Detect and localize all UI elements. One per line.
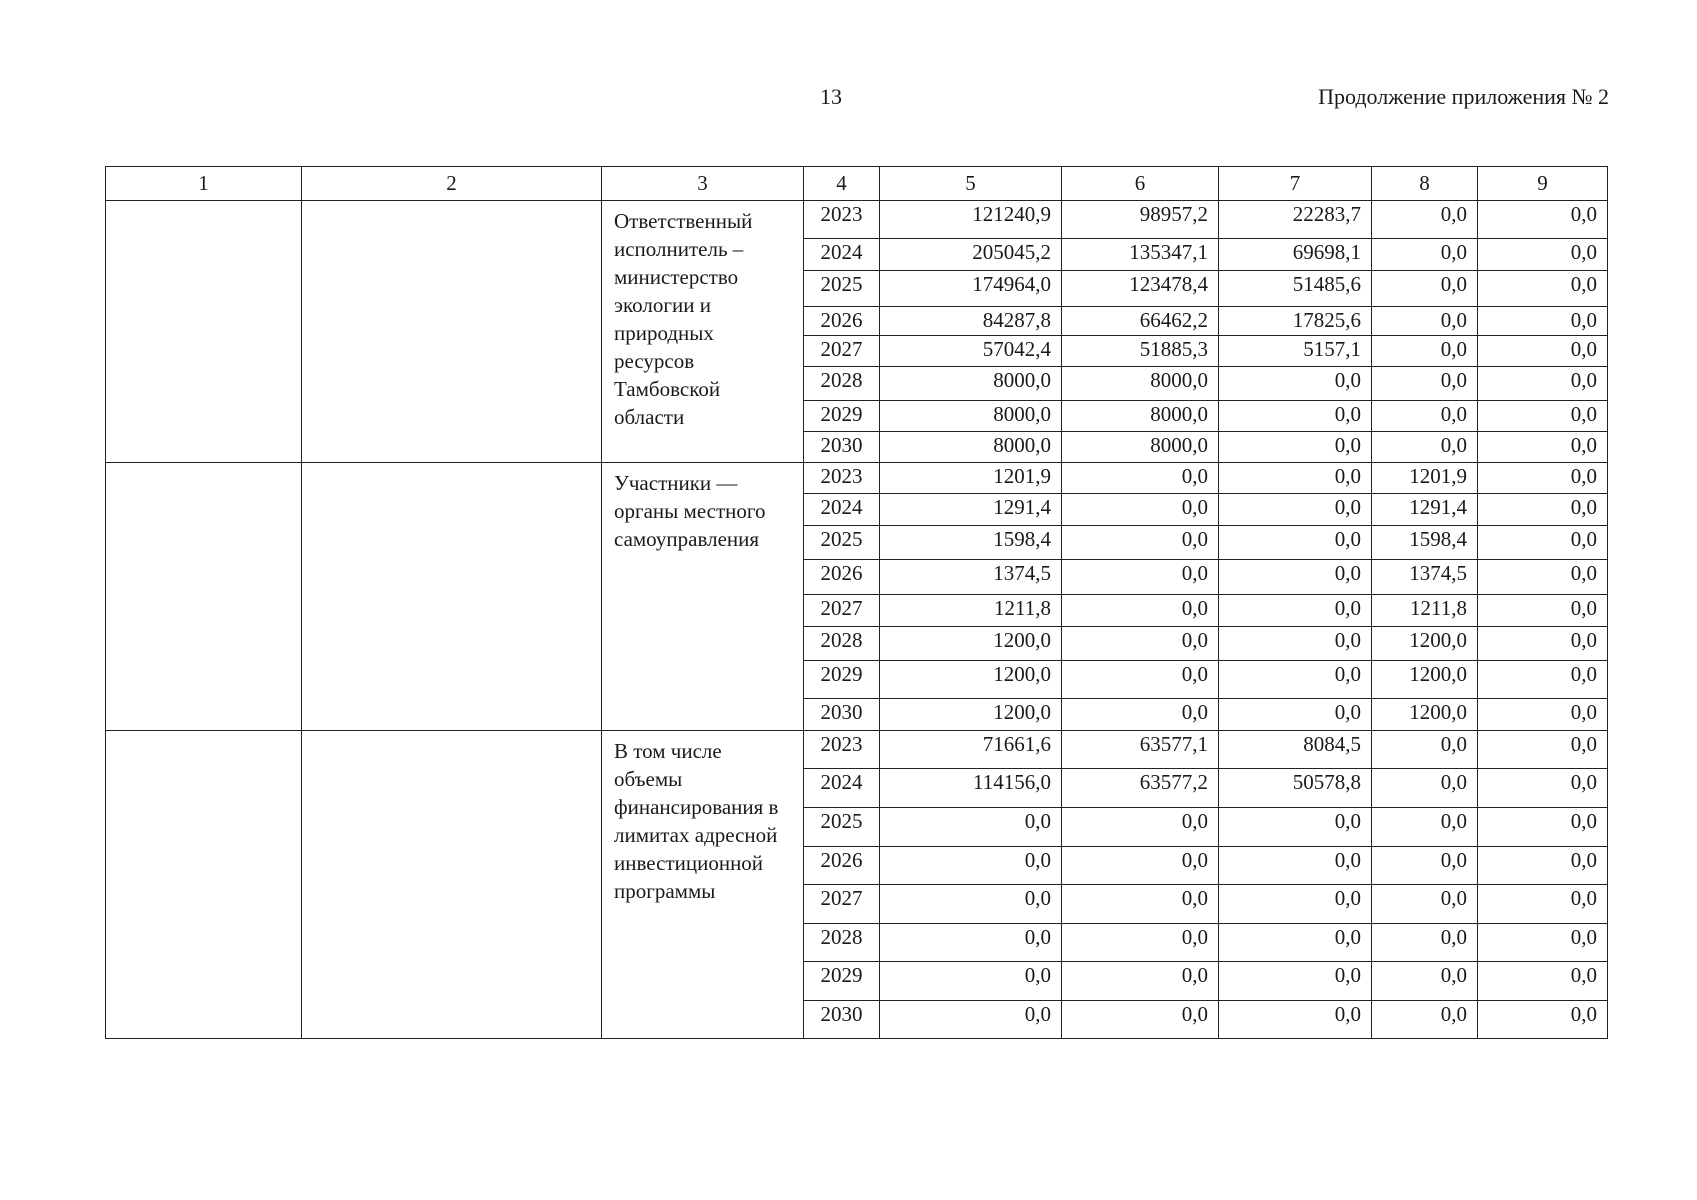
value-cell-c5: 0,0 bbox=[880, 1001, 1062, 1039]
table-row bbox=[106, 463, 1608, 494]
value-cell-c5: 1598,4 bbox=[880, 526, 1062, 560]
table-row bbox=[106, 201, 1608, 239]
group-label: В том числе объемы финансирования в лимитах адресной инвестиционной программы bbox=[602, 731, 804, 1039]
value-cell-c7: 0,0 bbox=[1219, 808, 1372, 847]
value-cell-c8: 0,0 bbox=[1372, 808, 1478, 847]
value-cell-c9: 0,0 bbox=[1478, 885, 1608, 924]
value-cell-c9: 0,0 bbox=[1478, 239, 1608, 271]
value-cell-c6: 0,0 bbox=[1062, 627, 1219, 661]
group-label: Участники — органы местного самоуправления bbox=[602, 463, 804, 731]
column-header: 3 bbox=[602, 167, 804, 201]
value-cell-c9: 0,0 bbox=[1478, 1001, 1608, 1039]
value-cell-c7: 0,0 bbox=[1219, 924, 1372, 962]
value-cell-c9: 0,0 bbox=[1478, 731, 1608, 769]
value-cell-c6: 8000,0 bbox=[1062, 401, 1219, 432]
value-cell-c6: 8000,0 bbox=[1062, 367, 1219, 401]
value-cell-c7: 0,0 bbox=[1219, 463, 1372, 494]
value-cell-c5: 71661,6 bbox=[880, 731, 1062, 769]
year-cell: 2030 bbox=[804, 699, 880, 731]
value-cell-c9: 0,0 bbox=[1478, 526, 1608, 560]
value-cell-c9: 0,0 bbox=[1478, 847, 1608, 885]
value-cell-c6: 0,0 bbox=[1062, 1001, 1219, 1039]
year-cell: 2030 bbox=[804, 432, 880, 463]
value-cell-c5: 8000,0 bbox=[880, 432, 1062, 463]
value-cell-c9: 0,0 bbox=[1478, 924, 1608, 962]
group-cell-col2 bbox=[302, 201, 602, 463]
value-cell-c8: 0,0 bbox=[1372, 367, 1478, 401]
value-cell-c5: 114156,0 bbox=[880, 769, 1062, 808]
year-cell: 2023 bbox=[804, 463, 880, 494]
table-body bbox=[106, 167, 1608, 1039]
value-cell-c6: 0,0 bbox=[1062, 560, 1219, 595]
value-cell-c8: 1201,9 bbox=[1372, 463, 1478, 494]
value-cell-c8: 0,0 bbox=[1372, 1001, 1478, 1039]
column-header: 2 bbox=[302, 167, 602, 201]
table-row bbox=[106, 731, 1608, 769]
value-cell-c7: 8084,5 bbox=[1219, 731, 1372, 769]
value-cell-c6: 63577,1 bbox=[1062, 731, 1219, 769]
value-cell-c5: 1200,0 bbox=[880, 661, 1062, 699]
value-cell-c8: 0,0 bbox=[1372, 239, 1478, 271]
value-cell-c5: 1211,8 bbox=[880, 595, 1062, 627]
value-cell-c6: 51885,3 bbox=[1062, 336, 1219, 367]
value-cell-c7: 0,0 bbox=[1219, 526, 1372, 560]
value-cell-c7: 17825,6 bbox=[1219, 307, 1372, 336]
value-cell-c8: 0,0 bbox=[1372, 769, 1478, 808]
year-cell: 2024 bbox=[804, 769, 880, 808]
value-cell-c7: 0,0 bbox=[1219, 367, 1372, 401]
value-cell-c6: 0,0 bbox=[1062, 526, 1219, 560]
value-cell-c5: 121240,9 bbox=[880, 201, 1062, 239]
year-cell: 2030 bbox=[804, 1001, 880, 1039]
value-cell-c6: 0,0 bbox=[1062, 595, 1219, 627]
year-cell: 2027 bbox=[804, 885, 880, 924]
year-cell: 2028 bbox=[804, 367, 880, 401]
value-cell-c7: 22283,7 bbox=[1219, 201, 1372, 239]
value-cell-c8: 1291,4 bbox=[1372, 494, 1478, 526]
value-cell-c7: 0,0 bbox=[1219, 560, 1372, 595]
year-cell: 2025 bbox=[804, 271, 880, 307]
value-cell-c9: 0,0 bbox=[1478, 307, 1608, 336]
value-cell-c6: 0,0 bbox=[1062, 924, 1219, 962]
value-cell-c8: 1200,0 bbox=[1372, 699, 1478, 731]
year-cell: 2029 bbox=[804, 962, 880, 1001]
value-cell-c8: 0,0 bbox=[1372, 307, 1478, 336]
value-cell-c5: 174964,0 bbox=[880, 271, 1062, 307]
year-cell: 2029 bbox=[804, 661, 880, 699]
value-cell-c6: 8000,0 bbox=[1062, 432, 1219, 463]
year-cell: 2024 bbox=[804, 494, 880, 526]
group-cell-col1 bbox=[106, 731, 302, 1039]
value-cell-c9: 0,0 bbox=[1478, 201, 1608, 239]
column-header: 8 bbox=[1372, 167, 1478, 201]
value-cell-c8: 0,0 bbox=[1372, 401, 1478, 432]
year-cell: 2028 bbox=[804, 924, 880, 962]
value-cell-c7: 0,0 bbox=[1219, 661, 1372, 699]
value-cell-c5: 84287,8 bbox=[880, 307, 1062, 336]
value-cell-c9: 0,0 bbox=[1478, 494, 1608, 526]
year-cell: 2027 bbox=[804, 336, 880, 367]
value-cell-c5: 1374,5 bbox=[880, 560, 1062, 595]
value-cell-c8: 0,0 bbox=[1372, 847, 1478, 885]
value-cell-c8: 0,0 bbox=[1372, 201, 1478, 239]
value-cell-c7: 0,0 bbox=[1219, 847, 1372, 885]
year-cell: 2026 bbox=[804, 307, 880, 336]
value-cell-c6: 123478,4 bbox=[1062, 271, 1219, 307]
value-cell-c6: 0,0 bbox=[1062, 463, 1219, 494]
value-cell-c5: 8000,0 bbox=[880, 367, 1062, 401]
value-cell-c9: 0,0 bbox=[1478, 962, 1608, 1001]
value-cell-c5: 0,0 bbox=[880, 962, 1062, 1001]
value-cell-c9: 0,0 bbox=[1478, 336, 1608, 367]
value-cell-c7: 0,0 bbox=[1219, 962, 1372, 1001]
value-cell-c7: 69698,1 bbox=[1219, 239, 1372, 271]
value-cell-c8: 1374,5 bbox=[1372, 560, 1478, 595]
value-cell-c8: 1200,0 bbox=[1372, 627, 1478, 661]
value-cell-c8: 0,0 bbox=[1372, 336, 1478, 367]
value-cell-c6: 0,0 bbox=[1062, 808, 1219, 847]
value-cell-c7: 0,0 bbox=[1219, 432, 1372, 463]
value-cell-c6: 0,0 bbox=[1062, 661, 1219, 699]
funding-table bbox=[105, 166, 1608, 1039]
value-cell-c5: 8000,0 bbox=[880, 401, 1062, 432]
column-header-row bbox=[106, 167, 1608, 201]
year-cell: 2024 bbox=[804, 239, 880, 271]
column-header: 6 bbox=[1062, 167, 1219, 201]
value-cell-c7: 0,0 bbox=[1219, 699, 1372, 731]
value-cell-c8: 0,0 bbox=[1372, 962, 1478, 1001]
value-cell-c9: 0,0 bbox=[1478, 627, 1608, 661]
year-cell: 2027 bbox=[804, 595, 880, 627]
value-cell-c9: 0,0 bbox=[1478, 367, 1608, 401]
value-cell-c8: 0,0 bbox=[1372, 271, 1478, 307]
value-cell-c5: 205045,2 bbox=[880, 239, 1062, 271]
year-cell: 2023 bbox=[804, 201, 880, 239]
value-cell-c8: 1211,8 bbox=[1372, 595, 1478, 627]
column-header: 9 bbox=[1478, 167, 1608, 201]
value-cell-c5: 57042,4 bbox=[880, 336, 1062, 367]
value-cell-c7: 51485,6 bbox=[1219, 271, 1372, 307]
group-cell-col1 bbox=[106, 463, 302, 731]
year-cell: 2023 bbox=[804, 731, 880, 769]
value-cell-c7: 0,0 bbox=[1219, 595, 1372, 627]
value-cell-c9: 0,0 bbox=[1478, 560, 1608, 595]
value-cell-c6: 98957,2 bbox=[1062, 201, 1219, 239]
year-cell: 2026 bbox=[804, 560, 880, 595]
column-header: 1 bbox=[106, 167, 302, 201]
year-cell: 2025 bbox=[804, 808, 880, 847]
value-cell-c6: 0,0 bbox=[1062, 885, 1219, 924]
value-cell-c9: 0,0 bbox=[1478, 595, 1608, 627]
value-cell-c9: 0,0 bbox=[1478, 808, 1608, 847]
value-cell-c8: 0,0 bbox=[1372, 885, 1478, 924]
value-cell-c9: 0,0 bbox=[1478, 271, 1608, 307]
group-cell-col2 bbox=[302, 731, 602, 1039]
group-cell-col2 bbox=[302, 463, 602, 731]
appendix-continuation-note: Продолжение приложения № 2 bbox=[1318, 84, 1609, 109]
value-cell-c5: 1200,0 bbox=[880, 627, 1062, 661]
year-cell: 2028 bbox=[804, 627, 880, 661]
value-cell-c7: 0,0 bbox=[1219, 401, 1372, 432]
value-cell-c7: 0,0 bbox=[1219, 494, 1372, 526]
value-cell-c7: 0,0 bbox=[1219, 1001, 1372, 1039]
value-cell-c6: 0,0 bbox=[1062, 962, 1219, 1001]
value-cell-c5: 1200,0 bbox=[880, 699, 1062, 731]
value-cell-c8: 0,0 bbox=[1372, 731, 1478, 769]
page-number: 13 bbox=[820, 84, 842, 109]
value-cell-c8: 1598,4 bbox=[1372, 526, 1478, 560]
value-cell-c8: 1200,0 bbox=[1372, 661, 1478, 699]
value-cell-c6: 63577,2 bbox=[1062, 769, 1219, 808]
value-cell-c7: 0,0 bbox=[1219, 627, 1372, 661]
value-cell-c5: 1291,4 bbox=[880, 494, 1062, 526]
value-cell-c6: 0,0 bbox=[1062, 494, 1219, 526]
year-cell: 2025 bbox=[804, 526, 880, 560]
column-header: 5 bbox=[880, 167, 1062, 201]
value-cell-c5: 1201,9 bbox=[880, 463, 1062, 494]
value-cell-c6: 0,0 bbox=[1062, 699, 1219, 731]
value-cell-c5: 0,0 bbox=[880, 885, 1062, 924]
value-cell-c7: 50578,8 bbox=[1219, 769, 1372, 808]
year-cell: 2029 bbox=[804, 401, 880, 432]
value-cell-c8: 0,0 bbox=[1372, 924, 1478, 962]
value-cell-c6: 66462,2 bbox=[1062, 307, 1219, 336]
value-cell-c5: 0,0 bbox=[880, 847, 1062, 885]
value-cell-c6: 135347,1 bbox=[1062, 239, 1219, 271]
year-cell: 2026 bbox=[804, 847, 880, 885]
value-cell-c9: 0,0 bbox=[1478, 432, 1608, 463]
group-label: Ответственный исполнитель – министерство экологии и природных ресурсов Тамбовской области bbox=[602, 201, 804, 463]
group-cell-col1 bbox=[106, 201, 302, 463]
column-header: 7 bbox=[1219, 167, 1372, 201]
value-cell-c9: 0,0 bbox=[1478, 699, 1608, 731]
value-cell-c9: 0,0 bbox=[1478, 401, 1608, 432]
value-cell-c6: 0,0 bbox=[1062, 847, 1219, 885]
value-cell-c7: 0,0 bbox=[1219, 885, 1372, 924]
value-cell-c9: 0,0 bbox=[1478, 463, 1608, 494]
value-cell-c9: 0,0 bbox=[1478, 769, 1608, 808]
column-header: 4 bbox=[804, 167, 880, 201]
value-cell-c7: 5157,1 bbox=[1219, 336, 1372, 367]
value-cell-c8: 0,0 bbox=[1372, 432, 1478, 463]
value-cell-c5: 0,0 bbox=[880, 808, 1062, 847]
value-cell-c9: 0,0 bbox=[1478, 661, 1608, 699]
value-cell-c5: 0,0 bbox=[880, 924, 1062, 962]
